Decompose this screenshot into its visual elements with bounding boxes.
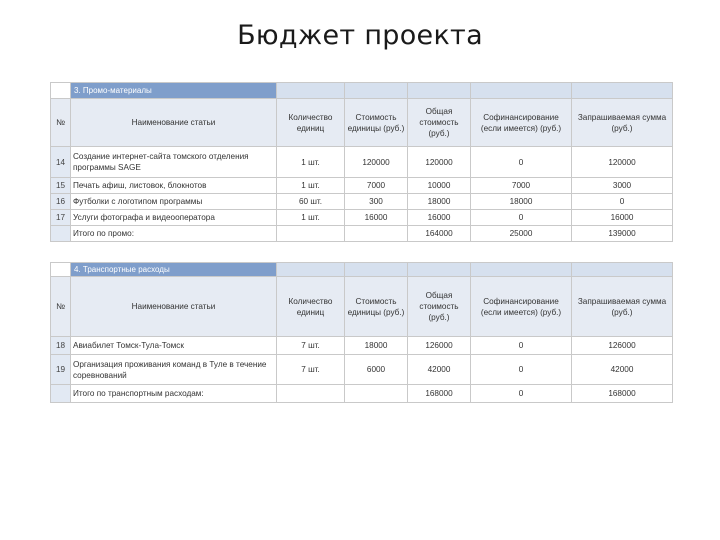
row-qty: 60 шт. — [277, 194, 345, 210]
row-requested: 42000 — [572, 355, 673, 385]
row-qty: 1 шт. — [277, 210, 345, 226]
row-qty: 7 шт. — [277, 337, 345, 355]
row-total-cost: 10000 — [408, 178, 471, 194]
total-cost: 164000 — [408, 226, 471, 242]
section-band — [51, 83, 673, 99]
row-num: 16 — [51, 194, 71, 210]
header-qty: Количество единиц — [277, 99, 345, 147]
row-unit-cost: 16000 — [345, 210, 408, 226]
row-unit-cost: 6000 — [345, 355, 408, 385]
row-unit-cost: 7000 — [345, 178, 408, 194]
row-cofin: 0 — [471, 210, 572, 226]
row-name: Создание интернет-сайта томского отделения программы SAGE — [71, 147, 277, 178]
total-cost: 168000 — [408, 385, 471, 403]
row-cofin: 18000 — [471, 194, 572, 210]
row-unit-cost: 300 — [345, 194, 408, 210]
header-qty: Количество единиц — [277, 277, 345, 337]
row-total-cost: 18000 — [408, 194, 471, 210]
row-requested: 126000 — [572, 337, 673, 355]
row-name: Организация проживания команд в Туле в течение соревнований — [71, 355, 277, 385]
row-cofin: 0 — [471, 355, 572, 385]
header-cofin: Софинансирование (если имеется) (руб.) — [471, 99, 572, 147]
table-row — [51, 147, 673, 178]
table-row — [51, 355, 673, 385]
row-requested: 16000 — [572, 210, 673, 226]
row-num: 18 — [51, 337, 71, 355]
row-cofin: 7000 — [471, 178, 572, 194]
header-name: Наименование статьи — [71, 277, 277, 337]
total-requested: 139000 — [572, 226, 673, 242]
row-total-cost: 120000 — [408, 147, 471, 178]
row-num: 17 — [51, 210, 71, 226]
row-num: 19 — [51, 355, 71, 385]
row-cofin: 0 — [471, 147, 572, 178]
total-requested: 168000 — [572, 385, 673, 403]
row-requested: 120000 — [572, 147, 673, 178]
table-row — [51, 337, 673, 355]
table-row — [51, 194, 673, 210]
header-name: Наименование статьи — [71, 99, 277, 147]
header-requested: Запрашиваемая сумма (руб.) — [572, 277, 673, 337]
section-label: 4. Транспортные расходы — [71, 263, 277, 277]
row-qty: 7 шт. — [277, 355, 345, 385]
header-total-cost: Общая стоимость (руб.) — [408, 277, 471, 337]
row-total-cost: 126000 — [408, 337, 471, 355]
header-unit-cost: Стоимость единицы (руб.) — [345, 99, 408, 147]
total-label: Итого по промо: — [71, 226, 277, 242]
table-row — [51, 178, 673, 194]
header-total-cost: Общая стоимость (руб.) — [408, 99, 471, 147]
section-band — [51, 263, 673, 277]
row-name: Футболки с логотипом программы — [71, 194, 277, 210]
total-label: Итого по транспортным расходам: — [71, 385, 277, 403]
header-num: № — [51, 99, 71, 147]
page-title: Бюджет проекта — [237, 20, 483, 51]
header-num: № — [51, 277, 71, 337]
row-name: Авиабилет Томск-Тула-Томск — [71, 337, 277, 355]
row-name: Печать афиш, листовок, блокнотов — [71, 178, 277, 194]
header-cofin: Софинансирование (если имеется) (руб.) — [471, 277, 572, 337]
total-cofin: 25000 — [471, 226, 572, 242]
header-requested: Запрашиваемая сумма (руб.) — [572, 99, 673, 147]
transport-costs-table — [50, 262, 673, 403]
row-unit-cost: 18000 — [345, 337, 408, 355]
row-requested: 0 — [572, 194, 673, 210]
total-row — [51, 385, 673, 403]
row-total-cost: 42000 — [408, 355, 471, 385]
row-unit-cost: 120000 — [345, 147, 408, 178]
row-qty: 1 шт. — [277, 178, 345, 194]
row-cofin: 0 — [471, 337, 572, 355]
total-cofin: 0 — [471, 385, 572, 403]
promo-materials-table — [50, 82, 673, 242]
row-requested: 3000 — [572, 178, 673, 194]
table-row — [51, 210, 673, 226]
row-num: 15 — [51, 178, 71, 194]
header-unit-cost: Стоимость единицы (руб.) — [345, 277, 408, 337]
table-header-row — [51, 277, 673, 337]
row-name: Услуги фотографа и видеооператора — [71, 210, 277, 226]
table-header-row — [51, 99, 673, 147]
row-qty: 1 шт. — [277, 147, 345, 178]
section-label: 3. Промо-материалы — [71, 83, 277, 99]
total-row — [51, 226, 673, 242]
row-total-cost: 16000 — [408, 210, 471, 226]
row-num: 14 — [51, 147, 71, 178]
